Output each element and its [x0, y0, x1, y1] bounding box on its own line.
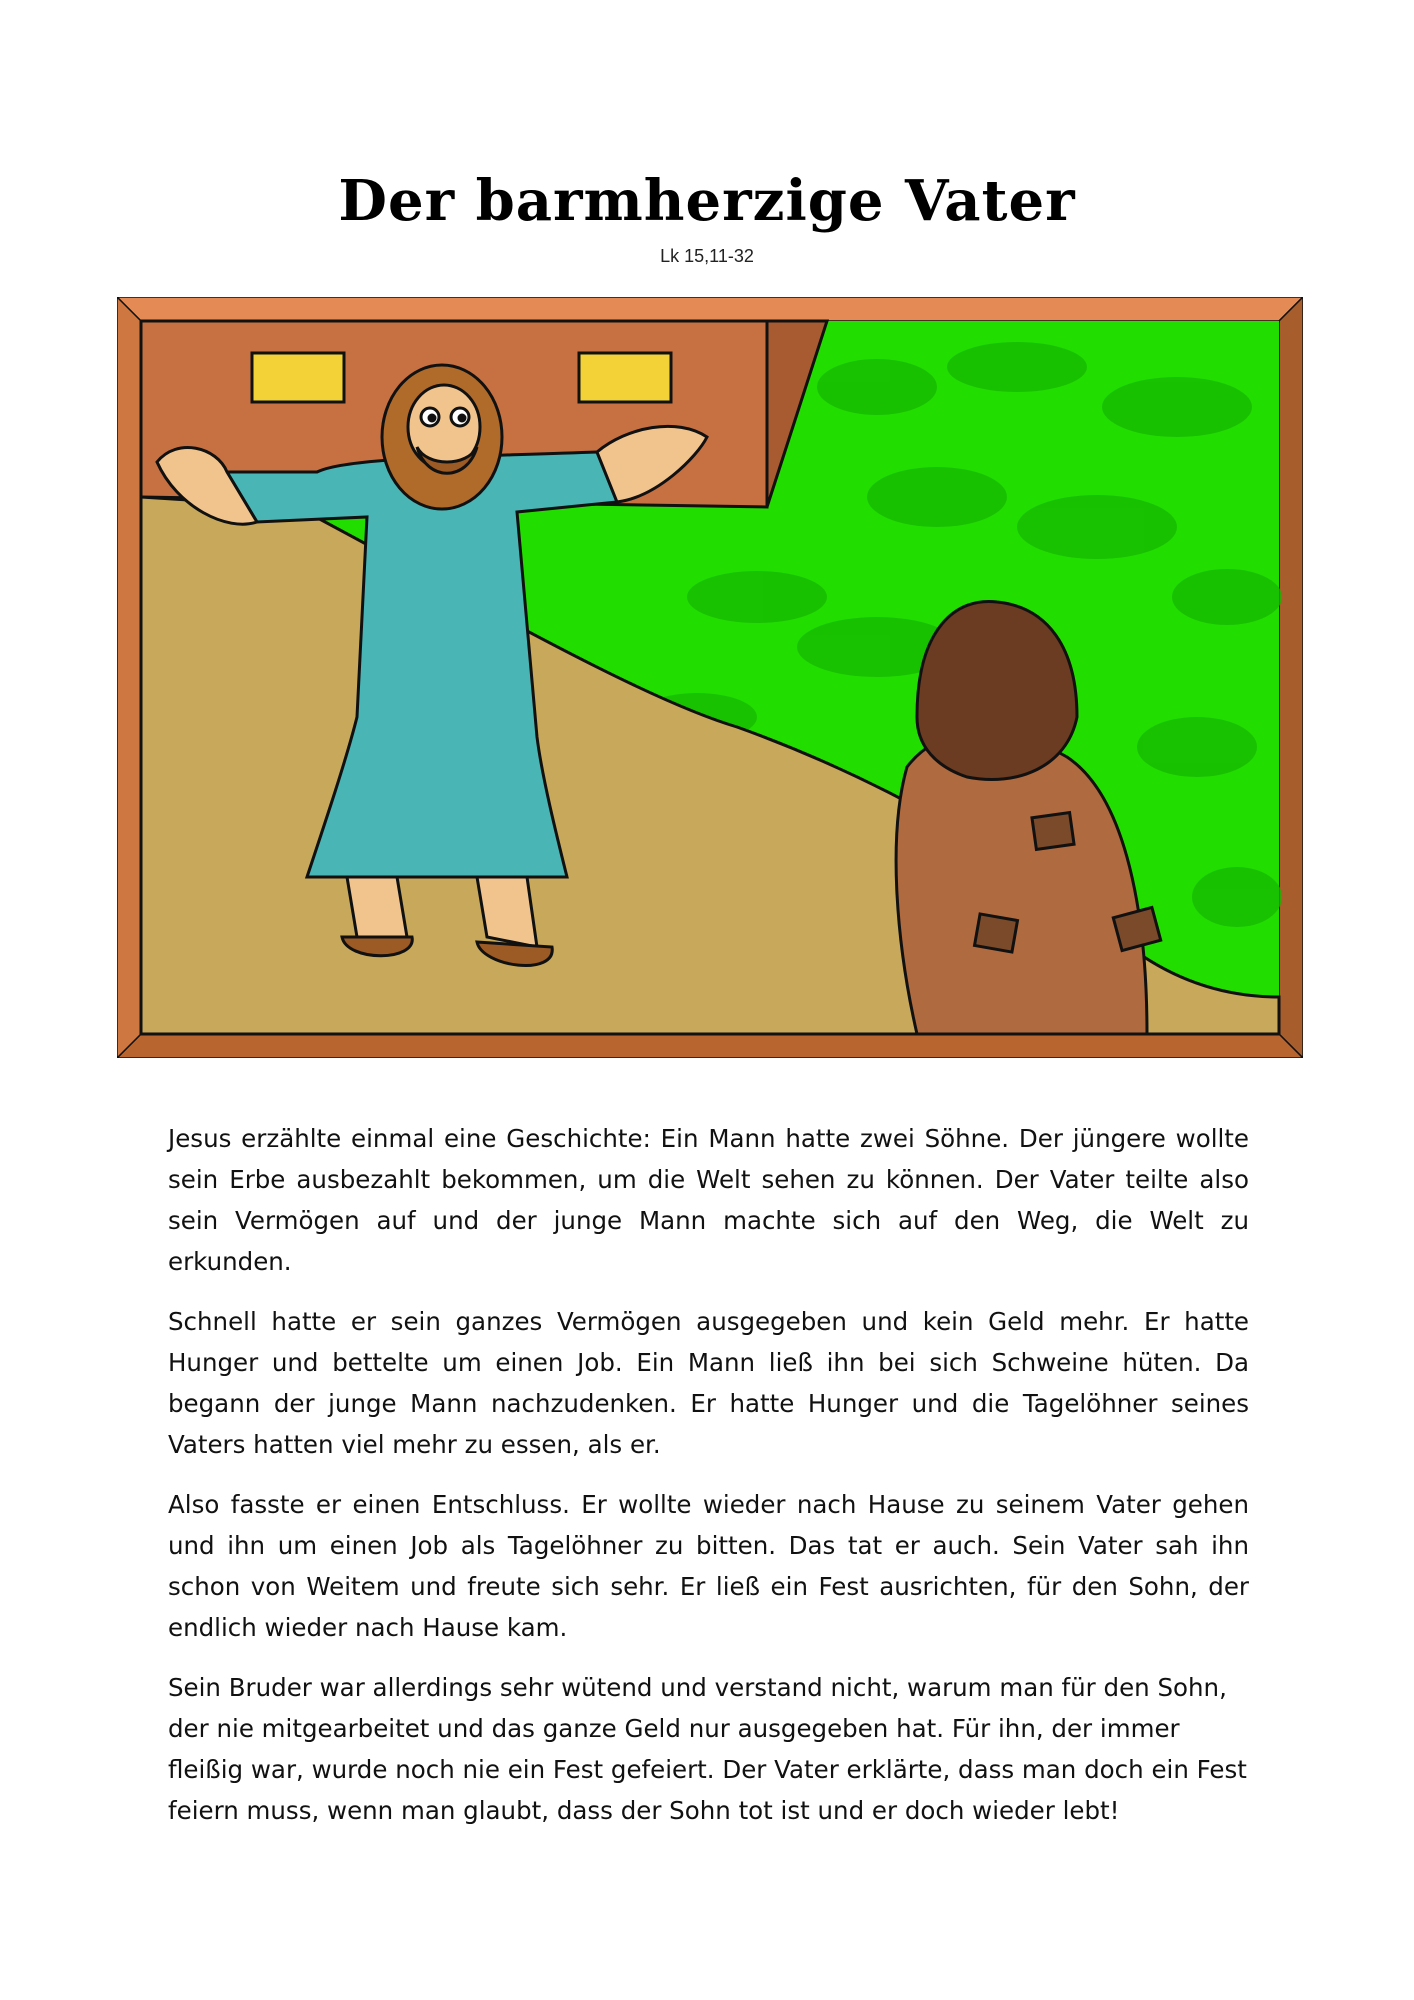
- page-title: Der barmherzige Vater: [338, 168, 1076, 234]
- illustration: [117, 297, 1303, 1058]
- bible-reference: Lk 15,11-32: [660, 246, 754, 266]
- paragraph-4: Sein Bruder war allerdings sehr wütend und verstand nicht, warum man für den Sohn, der nie mitgearbeitet und das ganze Geld nur ausgegeben hat. Für ihn, der immer fleißig war, wurde noch nie ein Fest gefeiert. Der Vater erklärte, dass man doch ein Fest feiern muss, wenn man glaubt, dass der Sohn tot ist und er doch wieder lebt!: [168, 1673, 1247, 1825]
- story-text: [168, 1118, 1249, 1850]
- paragraph-3: Also fasste er einen Entschluss. Er wollte wieder nach Hause zu seinem Vater gehen und ihn um einen Job als Tagelöhner zu bitten. Das tat er auch. Sein Vater sah ihn schon von Weitem und freute sich sehr. Er ließ ein Fest ausrichten, für den Sohn, der endlich wieder nach Hause kam.: [168, 1490, 1249, 1642]
- illustration-prodigal-son-return-icon: [117, 297, 1303, 1058]
- paragraph-2: Schnell hatte er sein ganzes Vermögen ausgegeben und kein Geld mehr. Er hatte Hunger und bettelte um einen Job. Ein Mann ließ ihn bei sich Schweine hüten. Da begann der junge Mann nachzudenken. Er hatte Hunger und die Tagelöhner seines Vaters hatten viel mehr zu essen, als er.: [168, 1307, 1249, 1459]
- paragraph-1: Jesus erzählte einmal eine Geschichte: Ein Mann hatte zwei Söhne. Der jüngere wollte sein Erbe ausbezahlt bekommen, um die Welt sehen zu können. Der Vater teilte also sein Vermögen auf und der junge Mann machte sich auf den Weg, die Welt zu erkunden.: [168, 1124, 1249, 1276]
